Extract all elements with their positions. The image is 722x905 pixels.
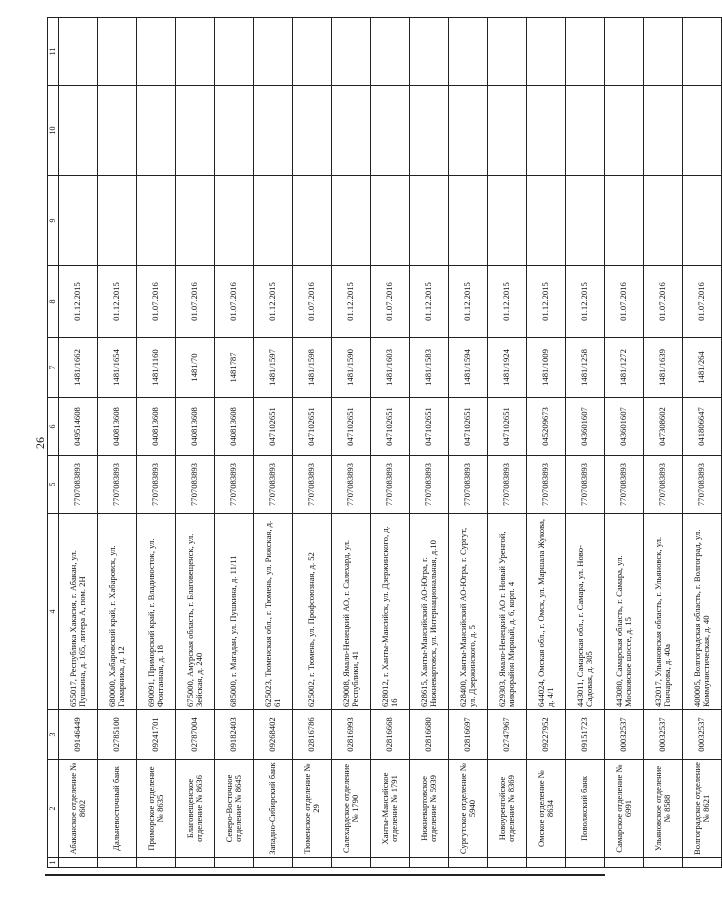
license-number-cell: 1481/1598 (293, 338, 332, 398)
inn-cell: 7707083893 (293, 456, 332, 514)
empty-cell (683, 18, 722, 86)
branch-name-cell: Самарское отделение № 6991 (605, 760, 644, 858)
bik-cell: 040813608 (98, 398, 137, 456)
license-number-cell: 1481/1009 (527, 338, 566, 398)
okpo-code-cell: 09182403 (215, 710, 254, 760)
address-cell: 625002, г. Тюмень, ул. Профсоюзная, д. 52 (293, 514, 332, 710)
row-index-cell (683, 858, 722, 868)
license-number-cell: 1481/70 (176, 338, 215, 398)
empty-cell (488, 86, 527, 176)
address-cell: 629008, Ямало-Ненецкий АО, г. Салехард, ул. Республики, 41 (332, 514, 371, 710)
bik-cell: 047102651 (254, 398, 293, 456)
empty-cell (527, 18, 566, 86)
column-number: 1 (48, 858, 59, 868)
empty-cell (137, 86, 176, 176)
row-index-cell (59, 858, 98, 868)
row-index-cell (527, 858, 566, 868)
bik-cell: 040813608 (215, 398, 254, 456)
table-row (59, 18, 98, 868)
branch-name-cell: Салехардское отделение № 1790 (332, 760, 371, 858)
empty-cell (488, 176, 527, 266)
okpo-code-cell: 02816786 (293, 710, 332, 760)
empty-cell (371, 18, 410, 86)
bik-cell: 047102651 (449, 398, 488, 456)
inn-cell: 7707083893 (527, 456, 566, 514)
empty-cell (254, 86, 293, 176)
license-number-cell: 1481/1583 (410, 338, 449, 398)
branch-name-cell: Омское отделение № 8634 (527, 760, 566, 858)
inn-cell: 7707083893 (683, 456, 722, 514)
row-index-cell (332, 858, 371, 868)
row-index-cell (605, 858, 644, 868)
bik-cell: 047308602 (644, 398, 683, 456)
empty-cell (371, 86, 410, 176)
empty-cell (254, 18, 293, 86)
branch-name-cell: Благовещенское отделение № 8636 (176, 760, 215, 858)
column-number: 7 (48, 338, 59, 398)
license-number-cell: 1481/1597 (254, 338, 293, 398)
okpo-code-cell: 02816680 (410, 710, 449, 760)
bik-cell: 040813608 (137, 398, 176, 456)
branch-name-cell: Сургутское отделение № 5940 (449, 760, 488, 858)
empty-cell (98, 176, 137, 266)
empty-cell (332, 18, 371, 86)
address-cell: 680000, Хабаровский край, г. Хабаровск, ул. Гамарника, д. 12 (98, 514, 137, 710)
address-cell: 675000, Амурская область, г. Благовещенск, ул. Зейская, д. 240 (176, 514, 215, 710)
branch-name-cell: Волгоградское отделение № 8621 (683, 760, 722, 858)
address-cell: 629303, Ямало-Ненецкий АО г. Новый Уренгой, микрорайон Мирный, д. 6, корп. 4 (488, 514, 527, 710)
empty-cell (683, 176, 722, 266)
column-number: 11 (48, 18, 59, 86)
date-cell: 01.12.2015 (566, 266, 605, 338)
row-index-cell (176, 858, 215, 868)
okpo-code-cell: 02816993 (332, 710, 371, 760)
empty-cell (215, 176, 254, 266)
inn-cell: 7707083893 (98, 456, 137, 514)
bik-cell: 040813608 (176, 398, 215, 456)
column-number: 10 (48, 86, 59, 176)
bik-cell: 047102651 (488, 398, 527, 456)
empty-cell (644, 86, 683, 176)
bank-branches-table (47, 17, 722, 868)
address-cell: 628012, г. Ханты-Мансийск, ул. Дзержинского, д. 16 (371, 514, 410, 710)
address-cell: 628615, Ханты-Мансийский АО-Югра, г. Нижневартовск, ул. Интернациональная, д.10 (410, 514, 449, 710)
row-index-cell (371, 858, 410, 868)
row-index-cell (566, 858, 605, 868)
branch-name-cell: Западно-Сибирский банк (254, 760, 293, 858)
table-row (98, 18, 137, 868)
empty-cell (98, 86, 137, 176)
column-number: 4 (48, 514, 59, 710)
address-cell: 685000, г. Магадан, ул. Пушкина, д. 11/11 (215, 514, 254, 710)
address-cell: 644024, Омская обл., г. Омск, ул. Маршала Жукова, д. 4/1 (527, 514, 566, 710)
license-number-cell: 1481/1662 (59, 338, 98, 398)
empty-cell (527, 176, 566, 266)
empty-cell (293, 176, 332, 266)
inn-cell: 7707083893 (566, 456, 605, 514)
empty-cell (293, 18, 332, 86)
empty-cell (605, 18, 644, 86)
column-number: 9 (48, 176, 59, 266)
empty-cell (137, 18, 176, 86)
column-number: 5 (48, 456, 59, 514)
okpo-code-cell: 09227952 (527, 710, 566, 760)
empty-cell (566, 86, 605, 176)
empty-cell (176, 176, 215, 266)
bik-cell: 049514608 (59, 398, 98, 456)
bik-cell: 047102651 (371, 398, 410, 456)
empty-cell (410, 86, 449, 176)
okpo-code-cell: 09268402 (254, 710, 293, 760)
inn-cell: 7707083893 (410, 456, 449, 514)
bik-cell: 043601607 (605, 398, 644, 456)
license-number-cell: 1481/264 (683, 338, 722, 398)
empty-cell (332, 86, 371, 176)
empty-cell (644, 18, 683, 86)
table-row (137, 18, 176, 868)
empty-cell (605, 176, 644, 266)
license-number-cell: 1481/1590 (332, 338, 371, 398)
okpo-code-cell: 02816697 (449, 710, 488, 760)
empty-cell (215, 86, 254, 176)
okpo-code-cell: 09241701 (137, 710, 176, 760)
address-cell: 400005, Волгоградская область, г. Волгоград, ул. Коммунистическая, д. 40 (683, 514, 722, 710)
license-number-cell: 1481/1639 (644, 338, 683, 398)
empty-cell (215, 18, 254, 86)
branch-name-cell: Приморское отделение № 8635 (137, 760, 176, 858)
row-index-cell (254, 858, 293, 868)
license-number-cell: 1481/1272 (605, 338, 644, 398)
inn-cell: 7707083893 (449, 456, 488, 514)
date-cell: 01.07.2016 (215, 266, 254, 338)
date-cell: 01.07.2016 (137, 266, 176, 338)
branch-name-cell: Тюменское отделение № 29 (293, 760, 332, 858)
inn-cell: 7707083893 (371, 456, 410, 514)
date-cell: 01.12.2015 (527, 266, 566, 338)
page-edge-line (45, 874, 605, 876)
table-row (449, 18, 488, 868)
branch-name-cell: Новоуренгойское отделение № 8369 (488, 760, 527, 858)
empty-cell (410, 176, 449, 266)
license-number-cell: 1481/1603 (371, 338, 410, 398)
address-cell: 443080, Самарская область, г. Самара, ул. Московское шоссе, д. 15 (605, 514, 644, 710)
empty-cell (527, 86, 566, 176)
empty-cell (410, 18, 449, 86)
inn-cell: 7707083893 (59, 456, 98, 514)
row-index-cell (293, 858, 332, 868)
inn-cell: 7707083893 (644, 456, 683, 514)
license-number-cell: 1481/1258 (566, 338, 605, 398)
row-index-cell (137, 858, 176, 868)
column-number: 6 (48, 398, 59, 456)
empty-cell (254, 176, 293, 266)
okpo-code-cell: 00032537 (683, 710, 722, 760)
row-index-cell (410, 858, 449, 868)
address-cell: 655017, Республика Хакасия, г. Абакан, ул. Пушкина, д. 165, литера А, пом. 2Н (59, 514, 98, 710)
table-row (410, 18, 449, 868)
address-cell: 628400, Ханты-Мансийский АО-Югра, г. Сургут, ул. Дзержинского, д. 5 (449, 514, 488, 710)
table-row (683, 18, 722, 868)
empty-cell (683, 86, 722, 176)
column-number: 2 (48, 760, 59, 858)
empty-cell (293, 86, 332, 176)
date-cell: 01.07.2016 (683, 266, 722, 338)
bik-cell: 047102651 (332, 398, 371, 456)
address-cell: 690091, Приморский край, г. Владивосток, ул. Фонтанная, д. 18 (137, 514, 176, 710)
empty-cell (449, 86, 488, 176)
table-row (488, 18, 527, 868)
inn-cell: 7707083893 (137, 456, 176, 514)
date-cell: 01.07.2016 (644, 266, 683, 338)
inn-cell: 7707083893 (254, 456, 293, 514)
branch-name-cell: Нижневартовское отделение № 5939 (410, 760, 449, 858)
address-cell: 432017, Ульяновская область, г. Ульяновск, ул. Гончарова, д. 40а (644, 514, 683, 710)
date-cell: 01.07.2016 (605, 266, 644, 338)
okpo-code-cell: 00032537 (605, 710, 644, 760)
bik-cell: 041806647 (683, 398, 722, 456)
row-index-cell (644, 858, 683, 868)
table-row (332, 18, 371, 868)
empty-cell (332, 176, 371, 266)
empty-cell (137, 176, 176, 266)
empty-cell (449, 176, 488, 266)
row-index-cell (215, 858, 254, 868)
empty-cell (644, 176, 683, 266)
column-number: 3 (48, 710, 59, 760)
table-row (605, 18, 644, 868)
branch-name-cell: Абаканское отделение № 8602 (59, 760, 98, 858)
inn-cell: 7707083893 (176, 456, 215, 514)
date-cell: 01.07.2016 (371, 266, 410, 338)
empty-cell (488, 18, 527, 86)
branch-name-cell: Ульяновское отделение № 8588 (644, 760, 683, 858)
empty-cell (176, 18, 215, 86)
table-row (566, 18, 605, 868)
date-cell: 01.12.2015 (410, 266, 449, 338)
branch-name-cell: Дальневосточный банк (98, 760, 137, 858)
license-number-cell: 1481/1654 (98, 338, 137, 398)
address-cell: 443011, Самарская обл., г. Самара, ул. Ново-Садовая, д. 305 (566, 514, 605, 710)
date-cell: 01.12.2015 (59, 266, 98, 338)
date-cell: 01.12.2015 (332, 266, 371, 338)
bik-cell: 043601607 (566, 398, 605, 456)
branch-name-cell: Ханты-Мансийское отделение № 1791 (371, 760, 410, 858)
bik-cell: 047102651 (410, 398, 449, 456)
date-cell: 01.12.2015 (254, 266, 293, 338)
okpo-code-cell: 09146449 (59, 710, 98, 760)
license-number-cell: 1481/1924 (488, 338, 527, 398)
table-row (215, 18, 254, 868)
date-cell: 01.07.2016 (293, 266, 332, 338)
inn-cell: 7707083893 (332, 456, 371, 514)
table-row (644, 18, 683, 868)
table-row (176, 18, 215, 868)
page-number: 26 (33, 437, 47, 449)
inn-cell: 7707083893 (605, 456, 644, 514)
date-cell: 01.12.2015 (488, 266, 527, 338)
empty-cell (59, 18, 98, 86)
inn-cell: 7707083893 (488, 456, 527, 514)
okpo-code-cell: 02747967 (488, 710, 527, 760)
table-row (527, 18, 566, 868)
okpo-code-cell: 02816668 (371, 710, 410, 760)
row-index-cell (98, 858, 137, 868)
license-number-cell: 1481/1594 (449, 338, 488, 398)
table-row (293, 18, 332, 868)
empty-cell (98, 18, 137, 86)
rotated-page (33, 18, 711, 868)
table-row (254, 18, 293, 868)
row-index-cell (488, 858, 527, 868)
okpo-code-cell: 02787004 (176, 710, 215, 760)
okpo-code-cell: 02785100 (98, 710, 137, 760)
table-row (371, 18, 410, 868)
empty-cell (371, 176, 410, 266)
date-cell: 01.12.2015 (449, 266, 488, 338)
okpo-code-cell: 09151723 (566, 710, 605, 760)
bik-cell: 047102651 (293, 398, 332, 456)
date-cell: 01.07.2016 (176, 266, 215, 338)
empty-cell (176, 86, 215, 176)
date-cell: 01.12.2015 (98, 266, 137, 338)
branch-name-cell: Поволжский банк (566, 760, 605, 858)
inn-cell: 7707083893 (215, 456, 254, 514)
empty-cell (566, 176, 605, 266)
column-number-row (48, 18, 59, 868)
license-number-cell: 1481787 (215, 338, 254, 398)
okpo-code-cell: 00032537 (644, 710, 683, 760)
empty-cell (59, 176, 98, 266)
empty-cell (566, 18, 605, 86)
empty-cell (59, 86, 98, 176)
empty-cell (449, 18, 488, 86)
license-number-cell: 1481/1160 (137, 338, 176, 398)
row-index-cell (449, 858, 488, 868)
branch-name-cell: Северо-Восточное отделение № 8645 (215, 760, 254, 858)
bik-cell: 045209673 (527, 398, 566, 456)
column-number: 8 (48, 266, 59, 338)
empty-cell (605, 86, 644, 176)
address-cell: 625023, Тюменская обл., г. Тюмень, ул. Рижская, д. 61 (254, 514, 293, 710)
